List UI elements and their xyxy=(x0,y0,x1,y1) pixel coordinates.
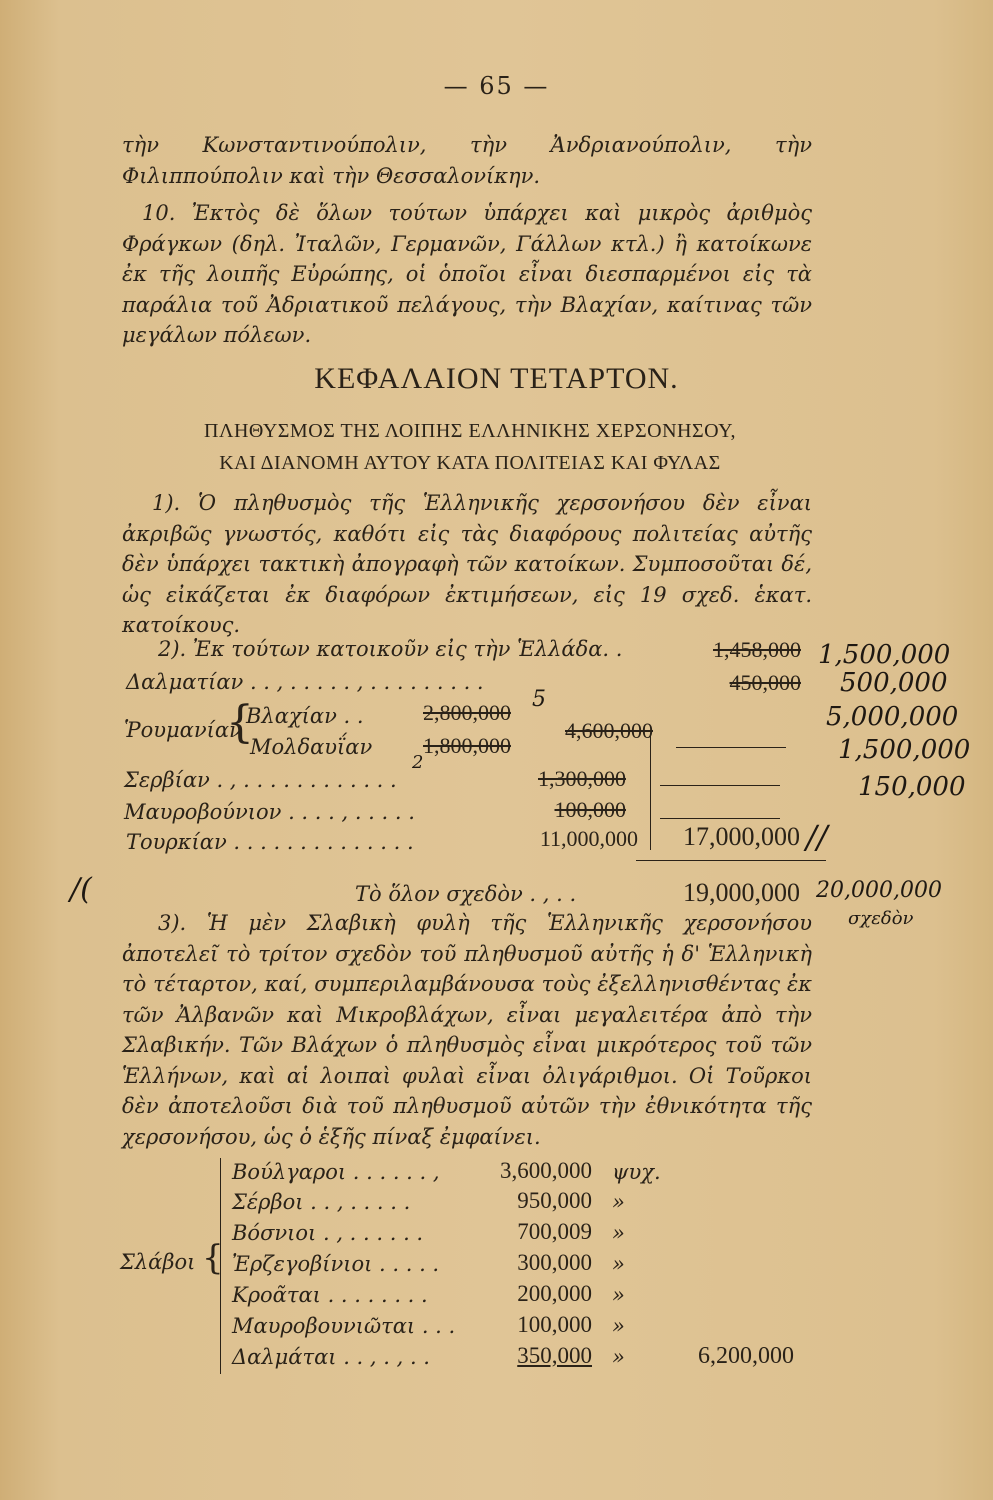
wallachia-label: Βλαχίαν . . xyxy=(246,704,364,728)
serbia-value: 1,300,000 xyxy=(538,766,626,791)
slav-brace: { xyxy=(202,1238,224,1278)
slav-row-unit: ψυχ. xyxy=(612,1160,661,1184)
section-heading-line-1: ΠΛΗΘΥΣΜΟΣ ΤΗΣ ΛΟΙΠΗΣ ΕΛΛΗΝΙΚΗΣ ΧΕΡΣΟΝΗΣΟΥ, xyxy=(204,420,736,442)
handwritten-dalmatia: 500,000 xyxy=(840,668,948,698)
slav-total: 6,200,000 xyxy=(698,1343,794,1369)
page-number: — 65 — xyxy=(443,72,550,100)
wallachia-value: 2,800,000 xyxy=(423,700,511,725)
population-intro: 2). Ἐκ τούτων κατοικοῦν εἰς τὴν Ἑλλάδα. . xyxy=(158,637,623,661)
paragraph-cities: τὴν Κωνσταντινούπολιν, τὴν Ἀνδριανούπολιν, τὴν Φιλιππούπολιν καὶ τὴν Θεσσαλονίκην. xyxy=(122,133,812,188)
slav-row-name: Βόσνιοι . , . . . . . . xyxy=(232,1221,424,1245)
turkey-label: Τουρκίαν . . . . . . . . . . . . . . xyxy=(126,830,414,854)
total-value: 19,000,000 xyxy=(683,878,800,907)
slav-row-value: 700,009 xyxy=(517,1219,592,1244)
slav-row-name: Μαυροβουνιῶται . . . xyxy=(232,1314,456,1338)
paragraph-point-1: 1). Ὁ πληθυσμὸς τῆς Ἑλληνικῆς χερσονήσου δὲν εἶναι ἀκριβῶς γνωστός, καθότι εἰς τὰς διαφόρους πολιτείας αὐτῆς δὲν ὑπάρχει τακτικὴ ἀπογραφὴ τῶν κατοίκων. Συμποσοῦται δέ, ὡς εἰκάζεται ἐκ διαφόρων ἐκτιμήσεων, εἰς 19 σχεδ. ἑκατ. κατοίκους. xyxy=(122,491,812,637)
slav-row-name: Σέρβοι . . , . . . . . xyxy=(232,1190,411,1214)
slav-row-unit: » xyxy=(612,1221,625,1245)
serbia-label: Σερβίαν . , . . . . . . . . . . . . xyxy=(124,768,397,792)
slav-row-name: Δαλμάται . . , . , . . xyxy=(232,1345,430,1369)
paragraph-point-3: 3). Ἡ μὲν Σλαβικὴ φυλὴ τῆς Ἑλληνικῆς χερσονήσου ἀποτελεῖ τὸ τρίτον σχεδὸν τοῦ πληθυσμοῦ αὐτῆς ἡ δ' Ἑλληνικὴ τὸ τέταρτον, καί, συμπεριλαμβάνουσα τοὺς ἐξελληνισθέντας ἐκ τῶν Ἀλβανῶν καὶ Μικροβλάχων, εἶναι μεγαλειτέρα ἀπὸ τὴν Σλαβικήν. Τῶν Βλάχων ὁ πληθυσμὸς εἶναι μικρότερος τοῦ τῶν Ἑλλήνων, καὶ αἱ λοιπαὶ φυλαὶ εἶναι ὀλιγάριθμοι. Οἱ Τοῦρκοι δὲν ἀποτελοῦσι διὰ τοῦ πληθυσμοῦ αὐτῶν τὴν ἐθνικότητα τῆς χερσονήσου, ὡς ὁ ἑξῆς πίναξ ἐμφαίνει. xyxy=(122,911,812,1149)
correction-5: 5 xyxy=(532,687,546,712)
slav-row-name: Κροᾶται . . . . . . . . xyxy=(232,1283,428,1307)
dalmatia-label: Δαλματίαν . . , . . . . . , . . . . . . . . . xyxy=(126,670,484,694)
slav-row-unit: » xyxy=(612,1190,625,1214)
montenegro-label: Μαυροβούνιον . . . . , . . . . . xyxy=(124,800,415,824)
slav-row-value: 3,600,000 xyxy=(500,1158,592,1183)
total-rule xyxy=(636,860,826,861)
greece-value: 1,458,000 xyxy=(713,637,801,662)
handwritten-total: 20,000,000 xyxy=(816,878,942,903)
chapter-title: ΚΕΦΑΛΑΙΟΝ ΤΕΤΑΡΤΟΝ. xyxy=(314,362,679,395)
section-heading-line-2: ΚΑΙ ΔΙΑΝΟΜΗ ΑΥΤΟΥ ΚΑΤΑ ΠΟΛΙΤΕΙΑΣ ΚΑΙ ΦΥΛΑΣ xyxy=(219,452,721,474)
slav-row-unit: » xyxy=(612,1252,625,1276)
slav-row-value: 100,000 xyxy=(517,1312,592,1337)
handwritten-total-word: σχεδὸν xyxy=(848,908,914,929)
sum-bracket xyxy=(650,735,651,850)
slav-row-value: 350,000 xyxy=(517,1343,592,1368)
margin-rule xyxy=(660,818,780,819)
moldavia-value: 1,800,000 xyxy=(423,733,511,758)
romania-total: 4,600,000 xyxy=(565,718,653,743)
slav-group-label: Σλάβοι xyxy=(120,1250,196,1274)
dalmatia-value: 450,000 xyxy=(729,670,801,695)
turkey-value: 11,000,000 xyxy=(539,826,638,851)
handwritten-margin-mark: /( xyxy=(70,872,92,907)
paragraph-point-10: 10. Ἐκτὸς δὲ ὅλων τούτων ὑπάρχει καὶ μικρὸς ἀριθμὸς Φράγκων (δηλ. Ἰταλῶν, Γερμανῶν, Γάλλων κτλ.) ἢ κατοίκωνε ἐκ τῆς λοιπῆς Εὐρώπης, οἱ ὁποῖοι εἶναι διεσπαρμένοι εἰς τὰ παράλια τοῦ Ἀδριατικοῦ πελάγους, τὴν Βλαχίαν, καίτινας τῶν μεγάλων πόλεων. xyxy=(122,201,812,347)
margin-rule xyxy=(676,747,786,748)
slav-row-unit: » xyxy=(612,1283,625,1307)
margin-rule xyxy=(660,785,780,786)
slav-row-value: 300,000 xyxy=(517,1250,592,1275)
slav-row-name: Βούλγαροι . . . . . . , xyxy=(232,1160,440,1184)
romania-brace: { xyxy=(226,697,254,748)
romania-label: Ῥουμανίαν xyxy=(124,718,242,742)
turkey-sum: 17,000,000 xyxy=(683,822,800,851)
handwritten-sum-marks: // xyxy=(806,818,828,856)
handwritten-serbia: 1,500,000 xyxy=(838,735,971,765)
slav-row-value: 950,000 xyxy=(517,1188,592,1213)
handwritten-greece: 1,500,000 xyxy=(818,640,951,670)
slav-row-unit: » xyxy=(612,1314,625,1338)
handwritten-montenegro: 150,000 xyxy=(858,772,966,802)
handwritten-romania: 5,000,000 xyxy=(826,702,959,732)
total-label: Τὸ ὅλον σχεδὸν . , . . xyxy=(355,882,577,906)
slav-row-value: 200,000 xyxy=(517,1281,592,1306)
slav-row-unit: » xyxy=(612,1345,625,1369)
moldavia-label: Μολδαυΐαν xyxy=(250,735,373,759)
correction-2: 2 xyxy=(412,752,424,773)
slav-row-name: Ἐρζεγοβίνιοι . . . . . xyxy=(232,1252,440,1276)
montenegro-value: 100,000 xyxy=(554,797,626,822)
